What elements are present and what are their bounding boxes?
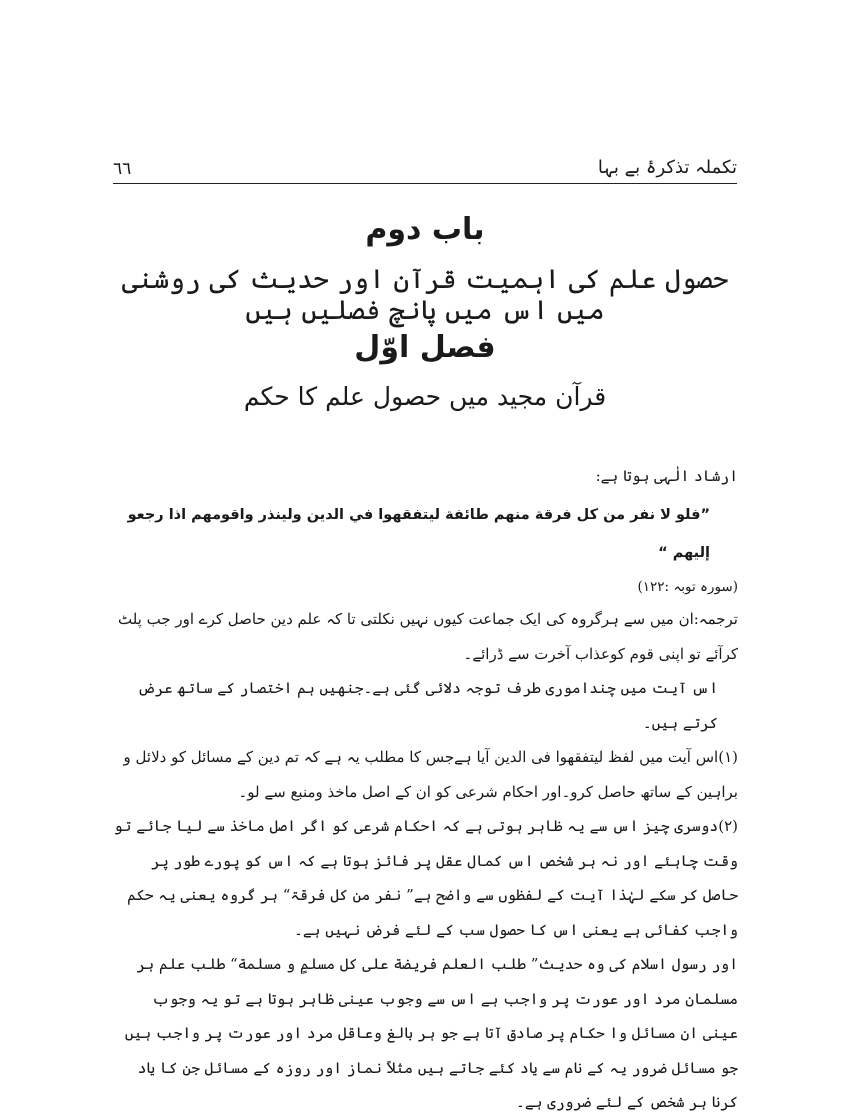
running-header-title: تکملہ تذکرۂ بے بہا: [597, 157, 737, 178]
paragraph-points-intro: اس آیت میں چنداموری طرف توجہ دلائی گئی ہے۔جنھیں ہم اختصار کے ساتھ عرض کرتے ہیں۔: [137, 679, 718, 732]
surah-reference: (سورہ توبہ :۱۲۲): [637, 579, 738, 595]
paragraph-point-1: (۱)اس آیت میں لفظ لیتفقھوا فی الدین آیا ہےجس کا مطلب یہ ہے کہ تم دین کے مسائل کو دلائل و براہین کے ساتھ حاصل کرو۔اور احکام شرعی کو ان کے اصل ماخذ ومنبع سے لو۔: [123, 748, 738, 801]
paragraph-hadith: اور رسول اسلام کی وہ حدیث” طلب العلم فریضة علی کل مسلمٍ و مسلمة“ طلب علم ہر مسلمان مرد اور عورت پر واجب ہے اس سے وجوب عینی ظاہر ہوتا ہے تو یہ وجوب عینی ان مسائل وا حکام پر صادق آتا ہے جو ہر بالغ وعاقل مرد اور عورت پر واجب ہیں جو مسائل ضرور یہ کے نام سے یاد کئے جاتے ہیں مثلاً نماز اور روزہ کے مسائل جن کا یاد کرنا ہر شخص کے لئے ضروری ہے۔: [124, 955, 738, 1111]
paragraph-translation: ترجمہ:ان میں سے ہرگروہ کی ایک جماعت کیوں نہیں نکلتی تا کہ علم دین حاصل کرے اور جب پلٹ کرآئے تو اپنی قوم کوعذاب آخرت سے ڈرائے۔: [117, 610, 738, 663]
paragraph-point-2: (۲)دوسری چیز اس سے یہ ظاہر ہوتی ہے کہ احکام شرعی کو اگر اصل ماخذ سے لیا جائے تو وقت چاہئے اور نہ ہر شخص اس کمال عقل پر فائز ہوتا ہے کہ اس کو پورے طور پر حاصل کر سکے لہٰذا آیت کے لفظوں سے واضح ہے” نفر من کل فرقۃ“ ہر گروہ یعنی یہ حکم واجب کفائی ہے یعنی اس کا حصول سب کے لئے فرض نہیں ہے۔: [113, 817, 738, 939]
body-text: [113, 456, 738, 1120]
chapter-heading: باب دوم: [365, 212, 485, 247]
arabic-verse: ”فلو لا نفر من كل فرقة منهم طائفة ليتفقهوا في الدين ولينذر واقومهم اذا رجعو إليهم “: [127, 507, 710, 561]
page-number: ٦٦: [113, 159, 132, 179]
intro-line: ارشاد الٰہی ہوتا ہے:: [595, 467, 738, 485]
header-rule: [113, 183, 737, 184]
section-heading: فصل اوّل: [354, 330, 496, 365]
section-subtitle: قرآن مجید میں حصول علم کا حکم: [243, 382, 607, 411]
chapter-subtitle: حصول علم کی اہمیت قرآن اور حدیث کی روشنی میں اس میں پانچ فصلیں ہیں: [121, 264, 729, 326]
